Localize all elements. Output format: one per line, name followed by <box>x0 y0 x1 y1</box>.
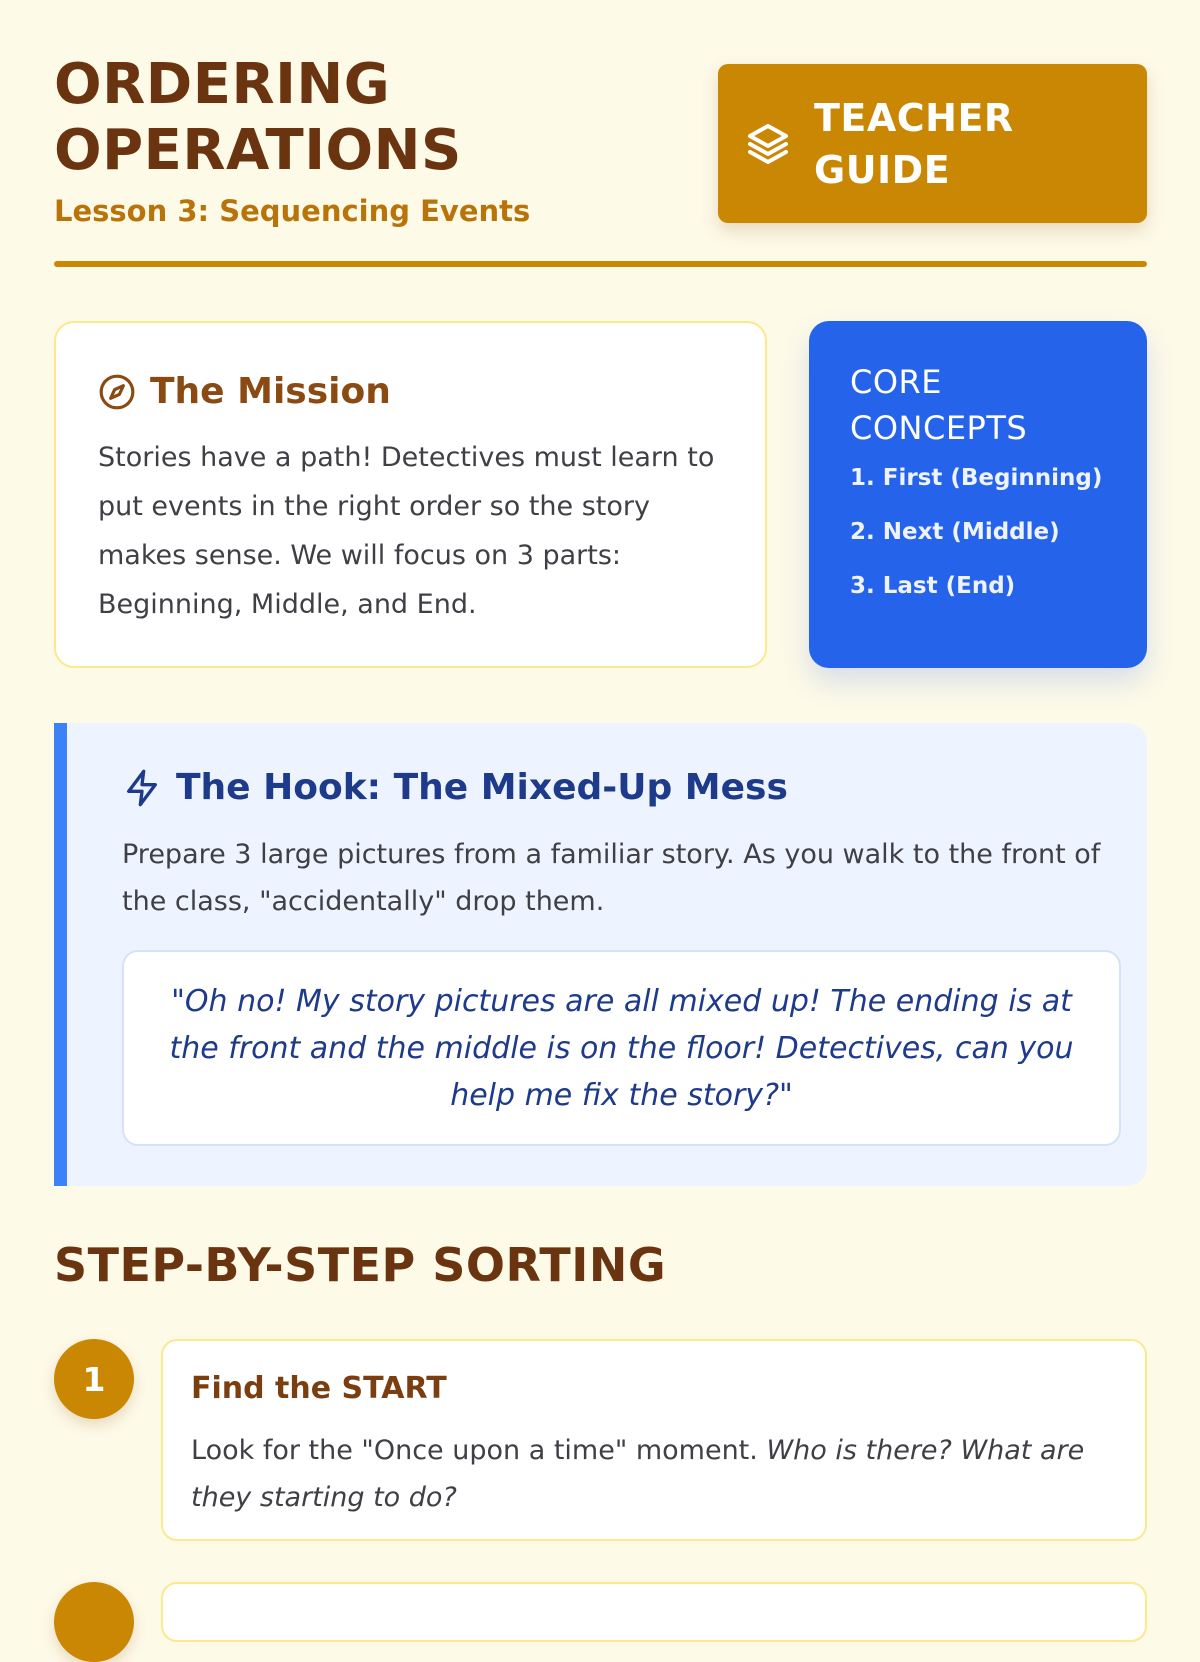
page-title-line2: OPERATIONS <box>54 118 462 183</box>
compass-icon <box>98 373 136 411</box>
mission-heading <box>98 371 391 412</box>
hook-quote: "Oh no! My story pictures are all mixed up! The ending is at the front and the middle is on the floor! Detectives, can you help me fix the story?" <box>169 983 1074 1113</box>
teacher-guide-line1: TEACHER <box>814 96 1014 140</box>
title-block <box>54 52 530 228</box>
hook-heading <box>122 767 788 808</box>
core-concepts-list <box>850 463 1147 601</box>
step-title: Find the START <box>191 1371 447 1406</box>
step-card <box>161 1582 1147 1642</box>
page-title <box>54 52 530 184</box>
step-card <box>161 1339 1147 1541</box>
concept-item: 3. Last (End) <box>850 573 1016 599</box>
step-text <box>191 1427 1111 1521</box>
hook-quote-box <box>122 950 1121 1146</box>
step-text-question: Who is there? What are they starting to do? <box>191 1435 1085 1513</box>
teacher-guide-line2: GUIDE <box>814 148 951 192</box>
core-concepts-title <box>850 359 1147 451</box>
mission-title: The Mission <box>150 371 391 412</box>
concept-item: 2. Next (Middle) <box>850 519 1060 545</box>
core-concepts-title-line1: CORE <box>850 363 942 401</box>
step-number-badge: 1 <box>54 1339 134 1419</box>
header-divider <box>54 261 1147 267</box>
concept-item: 1. First (Beginning) <box>850 465 1103 491</box>
hook-title: The Hook: The Mixed-Up Mess <box>176 767 788 808</box>
mission-card <box>54 321 767 668</box>
steps-heading: STEP-BY-STEP SORTING <box>54 1238 667 1292</box>
page-header <box>54 52 1147 267</box>
page-title-line1: ORDERING <box>54 52 391 117</box>
teacher-guide-label <box>814 92 1014 196</box>
hook-card <box>54 723 1147 1186</box>
hook-body: Prepare 3 large pictures from a familiar story. As you walk to the front of the class, "accidentally" drop them. <box>122 839 1101 917</box>
step-text-main: Look for the "Once upon a time" moment. <box>191 1435 758 1466</box>
core-concepts-card <box>809 321 1147 668</box>
step-number-badge <box>54 1582 134 1662</box>
core-concepts-title-line2: CONCEPTS <box>850 409 1028 447</box>
lightning-icon <box>122 768 162 808</box>
mission-body: Stories have a path! Detectives must learn to put events in the right order so the story makes sense. We will focus on 3 parts: Beginning, Middle, and End. <box>98 442 715 620</box>
lesson-subtitle: Lesson 3: Sequencing Events <box>54 194 531 228</box>
teacher-guide-button[interactable] <box>718 64 1147 223</box>
layers-icon <box>744 120 792 168</box>
